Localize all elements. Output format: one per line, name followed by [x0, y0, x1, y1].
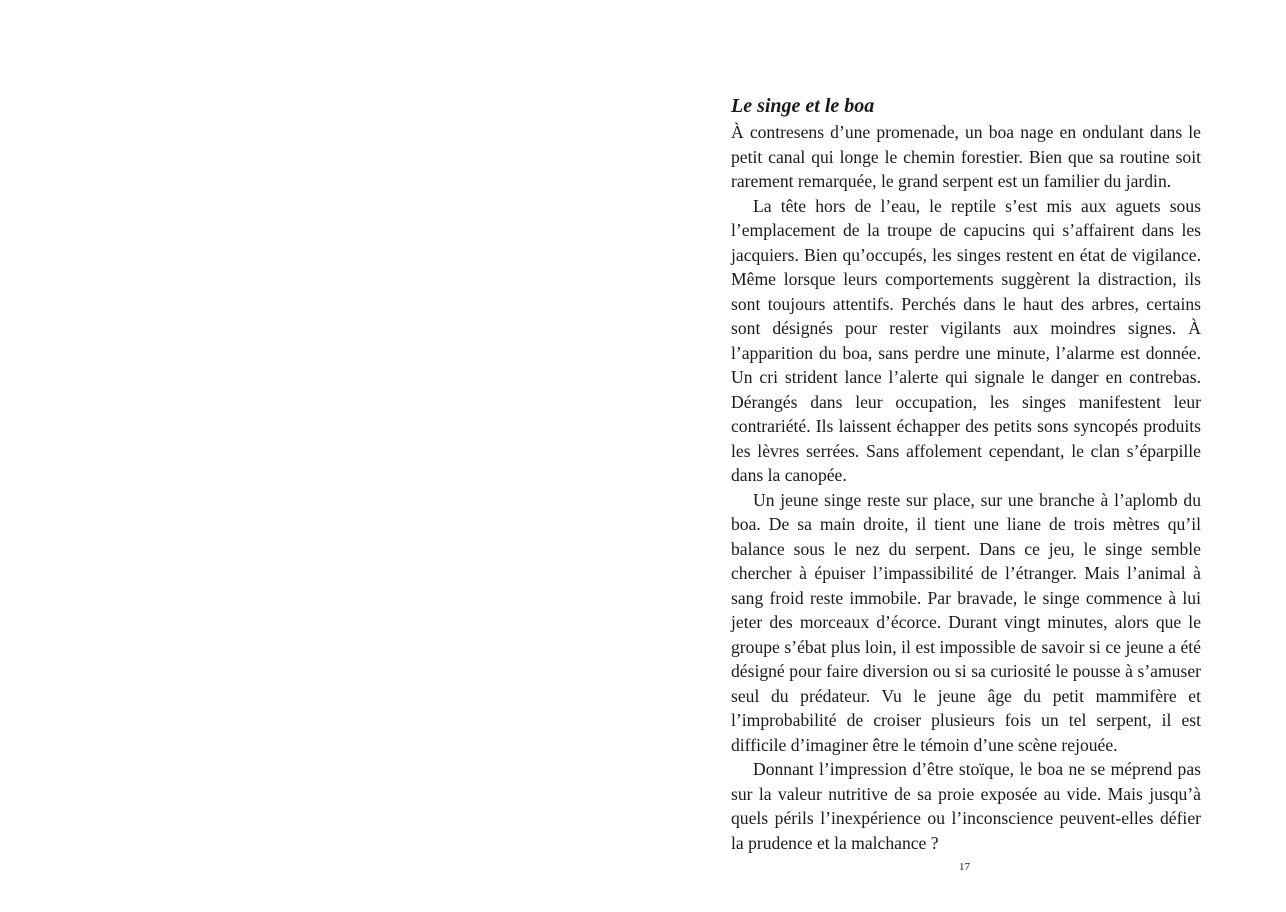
right-page [643, 0, 1286, 912]
paragraph-1: À contresens d’une promenade, un boa nage en ondulant dans le petit canal qui longe le chemin forestier. Bien que sa routine soit rarement remarquée, le grand serpent est un familier du jardin. [731, 122, 1201, 191]
chapter-title: Le singe et le boa [731, 95, 875, 117]
paragraph-2: La tête hors de l’eau, le reptile s’est mis aux aguets sous l’emplacement de la troupe de capucins qui s’affairent dans les jacquiers. Bien qu’occupés, les singes restent en état de vigilance. Même lorsque leurs comportements suggèrent la distraction, ils sont toujours attentifs. Perchés dans le haut des arbres, certains sont désignés pour rester vigilants aux moindres signes. À l’apparition du boa, sans perdre une minute, l’alarme est donnée. Un cri strident lance l’alerte qui signale le danger en contrebas. Dérangés dans leur occupation, les singes manifestent leur contrariété. Ils laissent échapper des petits sons syncopés produits les lèvres serrées. Sans affolement cependant, le clan s’éparpille dans la canopée. [731, 195, 1201, 485]
paragraph-3: Un jeune singe reste sur place, sur une branche à l’aplomb du boa. De sa main droite, il tient une liane de trois mètres qu’il balance sous le nez du serpent. Dans ce jeu, le singe semble chercher à épuiser l’impassibilité de l’étranger. Mais l’animal à sang froid reste immobile. Par bravade, le singe commence à lui jeter des morceaux d’écorce. Durant vingt minutes, alors que le groupe s’ébat plus loin, il est impossible de savoir si ce jeune a été désigné pour faire diversion ou si sa curiosité le pousse à s’amuser seul du prédateur. Vu le jeune âge du petit mammifère et l’improbabilité de croiser plusieurs fois un tel serpent, il est difficile d’imaginer être le témoin d’une scène rejouée. [731, 489, 1201, 755]
page-number: 17 [959, 861, 970, 873]
paragraph-4: Donnant l’impression d’être stoïque, le boa ne se méprend pas sur la valeur nutritive de sa proie exposée au vide. Mais jusqu’à quels périls l’inexpérience ou l’inconscience peuvent-elles défier la prudence et la malchance ? [731, 759, 1201, 853]
chapter-text [731, 92, 1201, 855]
